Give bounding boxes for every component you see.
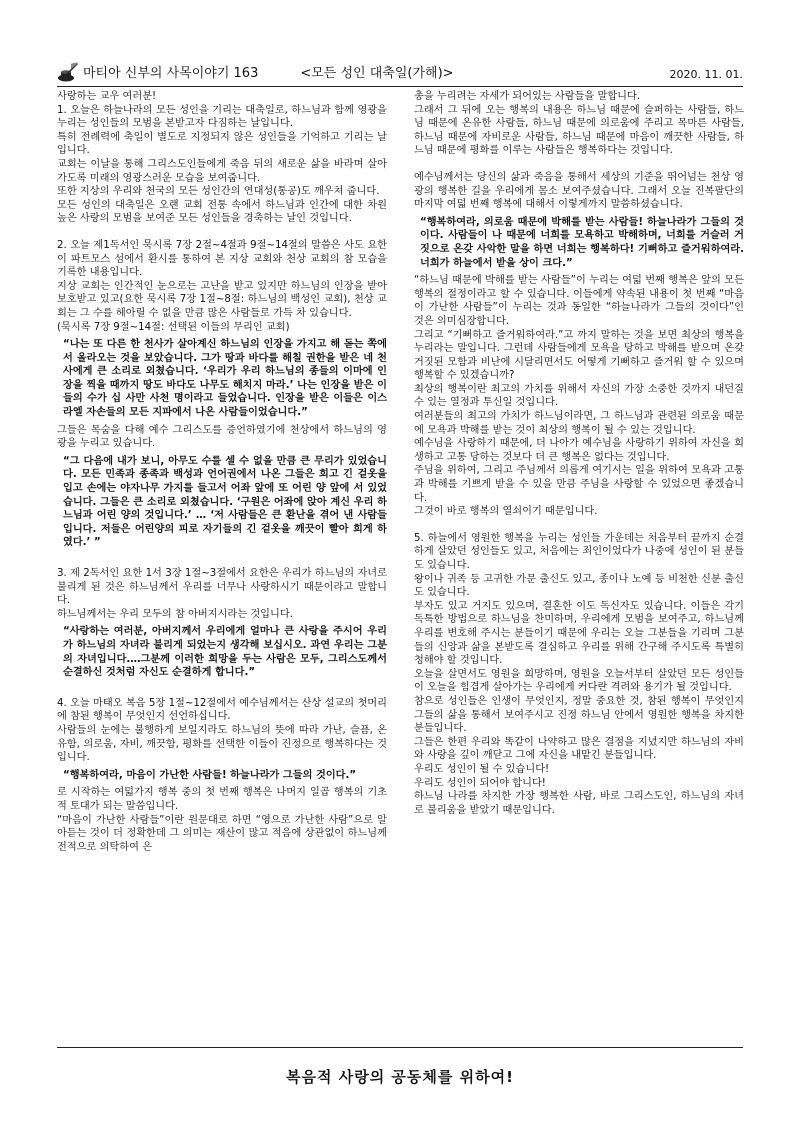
paragraph: 지상 교회는 인간적인 눈으로는 고난을 받고 있지만 하느님의 인장을 받아 보호받고 있고(요한 묵시록 7장 1절~8절: 하느님의 백성인 교회), 천상 교회는 그 수를 헤아릴 수 없을 만큼 많은 사람들로 가득 차 있습니다. <box>57 280 387 319</box>
paragraph-gap <box>57 554 387 567</box>
scripture-quote: “행복하여라, 의로움 때문에 박해를 받는 사람들! 하늘나라가 그들의 것이다. 사람들이 나 때문에 너희를 모욕하고 박해하며, 너희를 거슬러 거짓으로 온갖 사악한 말을 하면 너희는 행복하다! 기뻐하고 즐거워하여라. 너희가 하늘에서 받을 상이 크다.” <box>420 216 744 269</box>
newsletter-title: 마티아 신부의 사목이야기 163 <box>83 66 259 81</box>
paragraph: 오늘을 살면서도 영원을 희망하며, 영원을 오늘서부터 살았던 모든 성인들이 오늘을 힘겹게 살아가는 우리에게 커다란 격려와 용기가 될 것입니다. <box>414 668 744 694</box>
paragraph-gap <box>414 158 744 171</box>
paragraph-gap <box>57 684 387 697</box>
paragraph: 참으로 성인들은 인생이 무엇인지, 정말 중요한 것, 참된 행복이 무엇인지 그들의 삶을 통해서 보여주시고 진정 하느님 안에서 영원한 행복을 차지한 분들입니다. <box>414 695 744 735</box>
paragraph: 왕이나 귀족 등 고귀한 가문 출신도 있고, 종이나 노예 등 비천한 신분 출신도 있습니다. <box>414 573 744 599</box>
paragraph: 1. 오늘은 하늘나라의 모든 성인을 기리는 대축일로, 하느님과 함께 영광을 누리는 성인들의 모범을 본받고자 다짐하는 날입니다. <box>57 104 387 130</box>
paragraph-gap <box>57 226 387 239</box>
footer-divider <box>57 1047 743 1048</box>
paragraph: 그들은 한편 우리와 똑같이 나약하고 많은 결점을 지녔지만 하느님의 자비와 사랑을 깊이 깨닫고 그에 자신을 내맡긴 분들입니다. <box>414 736 744 762</box>
paragraph: 특히 전례력에 축일이 별도로 지정되지 않은 성인들을 기억하고 기리는 날입니다. <box>57 131 387 157</box>
paragraph: 여러분들의 최고의 가치가 하느님이라면, 그 하느님과 관련된 의로움 때문에 모욕과 박해를 받는 것이 최상의 행복이 될 수 있는 것입니다. <box>414 411 744 436</box>
paragraph: 그것이 바로 행복의 열쇠이기 때문입니다. <box>414 506 598 518</box>
paragraph: 부자도 있고 거지도 있으며, 결혼한 이도 독신자도 있습니다. 이들은 각기 독특한 방법으로 하느님을 찬미하며, 우리에게 모범을 보여주고, 하느님께 우리를 변호해 주시는 분들이기 때문에 우리는 오늘 그분들을 기리며 그분들의 신앙과 삶을 본받도록 결심하고 우리를 위해 간구해 주시도록 특별히 청해야 할 것입니다. <box>414 600 744 667</box>
paragraph: 5. 하늘에서 영원한 행복을 누리는 성인들 가운데는 처음부터 끝까지 순결하게 살았던 성인들도 있고, 처음에는 죄인이었다가 나중에 성인이 된 분들도 있습니다. <box>414 532 744 571</box>
paragraph: 그래서 그 뒤에 오는 행복의 내용은 하느님 때문에 슬퍼하는 사람들, 하느님 때문에 온유한 사람들, 하느님 때문에 의로움에 주리고 목마른 사람들, 하느님 때문에 자비로운 사람들, 하느님 때문에 마음이 깨끗한 사람들, 하느님 때문에 평화를 이루는 사람들은 행복하다는 것입니다. <box>414 104 744 157</box>
scripture-quote: “그 다음에 내가 보니, 아무도 수를 셀 수 없을 만큼 큰 무리가 있었습니다. 모든 민족과 종족과 백성과 언어권에서 나온 그들은 희고 긴 겉옷을 입고 손에는 야자나무 가지를 들고서 어좌 앞에 또 어린 양 앞에 서 있었습니다. 그들은 큰 소리로 외쳤습니다. ‘구원은 어좌에 앉아 계신 우리 하느님과 어린 양의 것입니다.’ … ‘저 사람들은 큰 환난을 겪어 낸 사람들입니다. 저들은 어린양의 피로 자기들의 긴 겉옷을 깨끗이 빨아 희게 하였다.’ ” <box>63 455 387 549</box>
paragraph: 하느님 나라를 차지한 가장 행복한 사람, 바로 그리스도인, 하느님의 자녀로 불리움을 받았기 때문입니다. <box>414 791 744 816</box>
paragraph: 4. 오늘 마태오 복음 5장 1절~12절에서 예수님께서는 산상 설교의 첫머리에 참된 행복이 무엇인지 선언하십니다. <box>57 697 387 723</box>
paragraph: 최상의 행복이란 최고의 가치를 위해서 자신의 가장 소중한 것까지 내던질 수 있는 열정과 투신일 것입니다. <box>414 383 744 409</box>
paragraph: 주님을 위하여, 그리고 주님께서 의롭게 여기시는 일을 위하여 모욕과 고통과 박해를 기쁘게 받을 수 있을 만큼 주님을 사랑할 수 있었으면 좋겠습니다. <box>414 465 744 504</box>
paragraph: 사람들의 눈에는 불행하게 보일지라도 하느님의 뜻에 따라 가난, 슬픔, 온유함, 의로움, 자비, 깨끗함, 평화를 선택한 이들이 진정으로 행복하다는 것입니다. <box>57 724 387 764</box>
right-column <box>414 90 744 1040</box>
paragraph: 로 시작하는 여덟가지 행복 중의 첫 번째 행복은 나머지 일곱 행복의 기초적 토대가 되는 말씀입니다. <box>57 787 387 812</box>
paragraph: 그들은 목숨을 다해 예수 그리스도를 증언하였기에 천상에서 하느님의 영광을 누리고 있습니다. <box>57 424 387 450</box>
paragraph: 총을 누리려는 자세가 되어있는 사람들을 말합니다. <box>414 91 641 102</box>
paragraph: (묵시록 7장 9절~14절: 선택된 이들의 무리인 교회) <box>57 321 290 333</box>
paragraph: “마음이 가난한 사람들”이란 원문대로 하면 “영으로 가난한 사람”으로 알아듣는 것이 더 정확한데 그 의미는 재산이 많고 적음에 상관없이 하느님께 전적으로 의탁하여 은 <box>57 814 387 853</box>
paragraph: “하느님 때문에 박해를 받는 사람들”이 누리는 여덟 번째 행복은 앞의 모든 행복의 절정이라고 할 수 있습니다. 이들에게 약속된 내용이 첫 번째 “마음이 가난한 사람들”이 누리는 것과 동일한 “하늘나라가 그들의 것이다”인 것은 의미심장합니다. <box>414 275 744 327</box>
paragraph: 예수님께서는 당신의 삶과 죽음을 통해서 세상의 기준을 뛰어넘는 천상 영광의 행복한 길을 우리에게 몸소 보여주셨습니다. 그래서 오늘 진복팔단의 마지막 여덟 번째 행복에 대해서 이렇게까지 말씀하셨습니다. <box>414 171 744 211</box>
header <box>57 58 743 87</box>
scripture-quote: “행복하여라, 마음이 가난한 사람들! 하늘나라가 그들의 것이다.” <box>63 769 357 781</box>
scripture-quote: “나는 또 다른 한 천사가 살아계신 하느님의 인장을 가지고 해 돋는 쪽에서 올라오는 것을 보았습니다. 그가 땅과 바다를 해칠 권한을 받은 네 천사에게 큰 소리로 외쳤습니다. ‘우리가 우리 하느님의 종들의 이마에 인장을 찍을 때까지 땅도 바다도 나무도 해치지 마라.’ 나는 인장을 받은 이들의 수가 십 사만 사천 명이라고 들었습니다. 인장을 받은 이들은 이스라엘 자손들의 모든 지파에서 나온 사람들이었습니다.” <box>63 339 387 419</box>
paragraph: 모든 성인의 대축일은 오랜 교회 전통 속에서 하느님과 인간에 대한 차원 높은 사랑의 모범을 보여준 모든 성인들을 경축하는 날인 것입니다. <box>57 199 387 225</box>
scripture-quote: “사랑하는 여러분, 아버지께서 우리에게 얼마나 큰 사랑을 주시어 우리가 하느님의 자녀라 불리게 되었는지 생각해 보십시오. 과연 우리는 그분의 자녀입니다.…그분께 이러한 희망을 두는 사람은 모두, 그리스도께서 순결하신 것처럼 자신도 순결하게 합니다.” <box>63 626 387 679</box>
paragraph: 우리도 성인이 될 수 있습니다! <box>414 763 550 775</box>
feast-subtitle: <모든 성인 대축일(가해)> <box>300 66 454 81</box>
pen-inkwell-icon <box>57 61 79 83</box>
paragraph-gap <box>414 519 744 532</box>
paragraph: 교회는 이날을 통해 그리스도인들에게 죽음 뒤의 새로운 삶을 바라며 살아가도록 미래의 영광스러운 모습을 보여줍니다. <box>57 158 387 184</box>
paragraph: 그리고 “기뻐하고 즐거워하여라.”고 까지 말하는 것을 보면 최상의 행복을 누리라는 말입니다. 그런데 사람들에게 모욕을 당하고 박해를 받으며 온갖 거짓된 모함과 비난에 시달리면서도 어떻게 기뻐하고 즐거워 할 수 있으며 행복할 수 있겠습니까? <box>414 329 744 382</box>
paragraph: 2. 오늘 제1독서인 묵시록 7장 2절~4절과 9절~14절의 말씀은 사도 요한이 파트모스 섬에서 환시를 통하여 본 지상 교회와 천상 교회의 참 모습을 기록한 내용입니다. <box>57 239 387 279</box>
paragraph: 또한 지상의 우리와 천국의 모든 성인간의 연대성(통공)도 깨우쳐 줍니다. <box>57 186 380 198</box>
footer-motto: 복음적 사랑의 공동체를 위하여! <box>286 1068 514 1086</box>
paragraph: 3. 제 2독서인 요한 1서 3장 1절~3절에서 요한은 우리가 하느님의 자녀로 불리게 된 것은 하느님께서 우리를 너무나 사랑하시기 때문이라고 말합니다. <box>57 568 387 607</box>
paragraph: 하느님께서는 우리 모두의 참 아버지시라는 것입니다. <box>57 608 293 620</box>
issue-date: 2020. 11. 01. <box>669 68 743 81</box>
paragraph: 사랑하는 교우 여러분! <box>57 91 157 102</box>
left-column <box>57 90 387 1040</box>
paragraph: 우리도 성인이 되어야 합니다! <box>414 777 546 789</box>
paragraph: 예수님을 사랑하기 때문에, 더 나아가 예수님을 사랑하기 위하여 자신을 희생하고 고통 당하는 것보다 더 큰 행복은 없다는 것입니다. <box>414 438 744 463</box>
